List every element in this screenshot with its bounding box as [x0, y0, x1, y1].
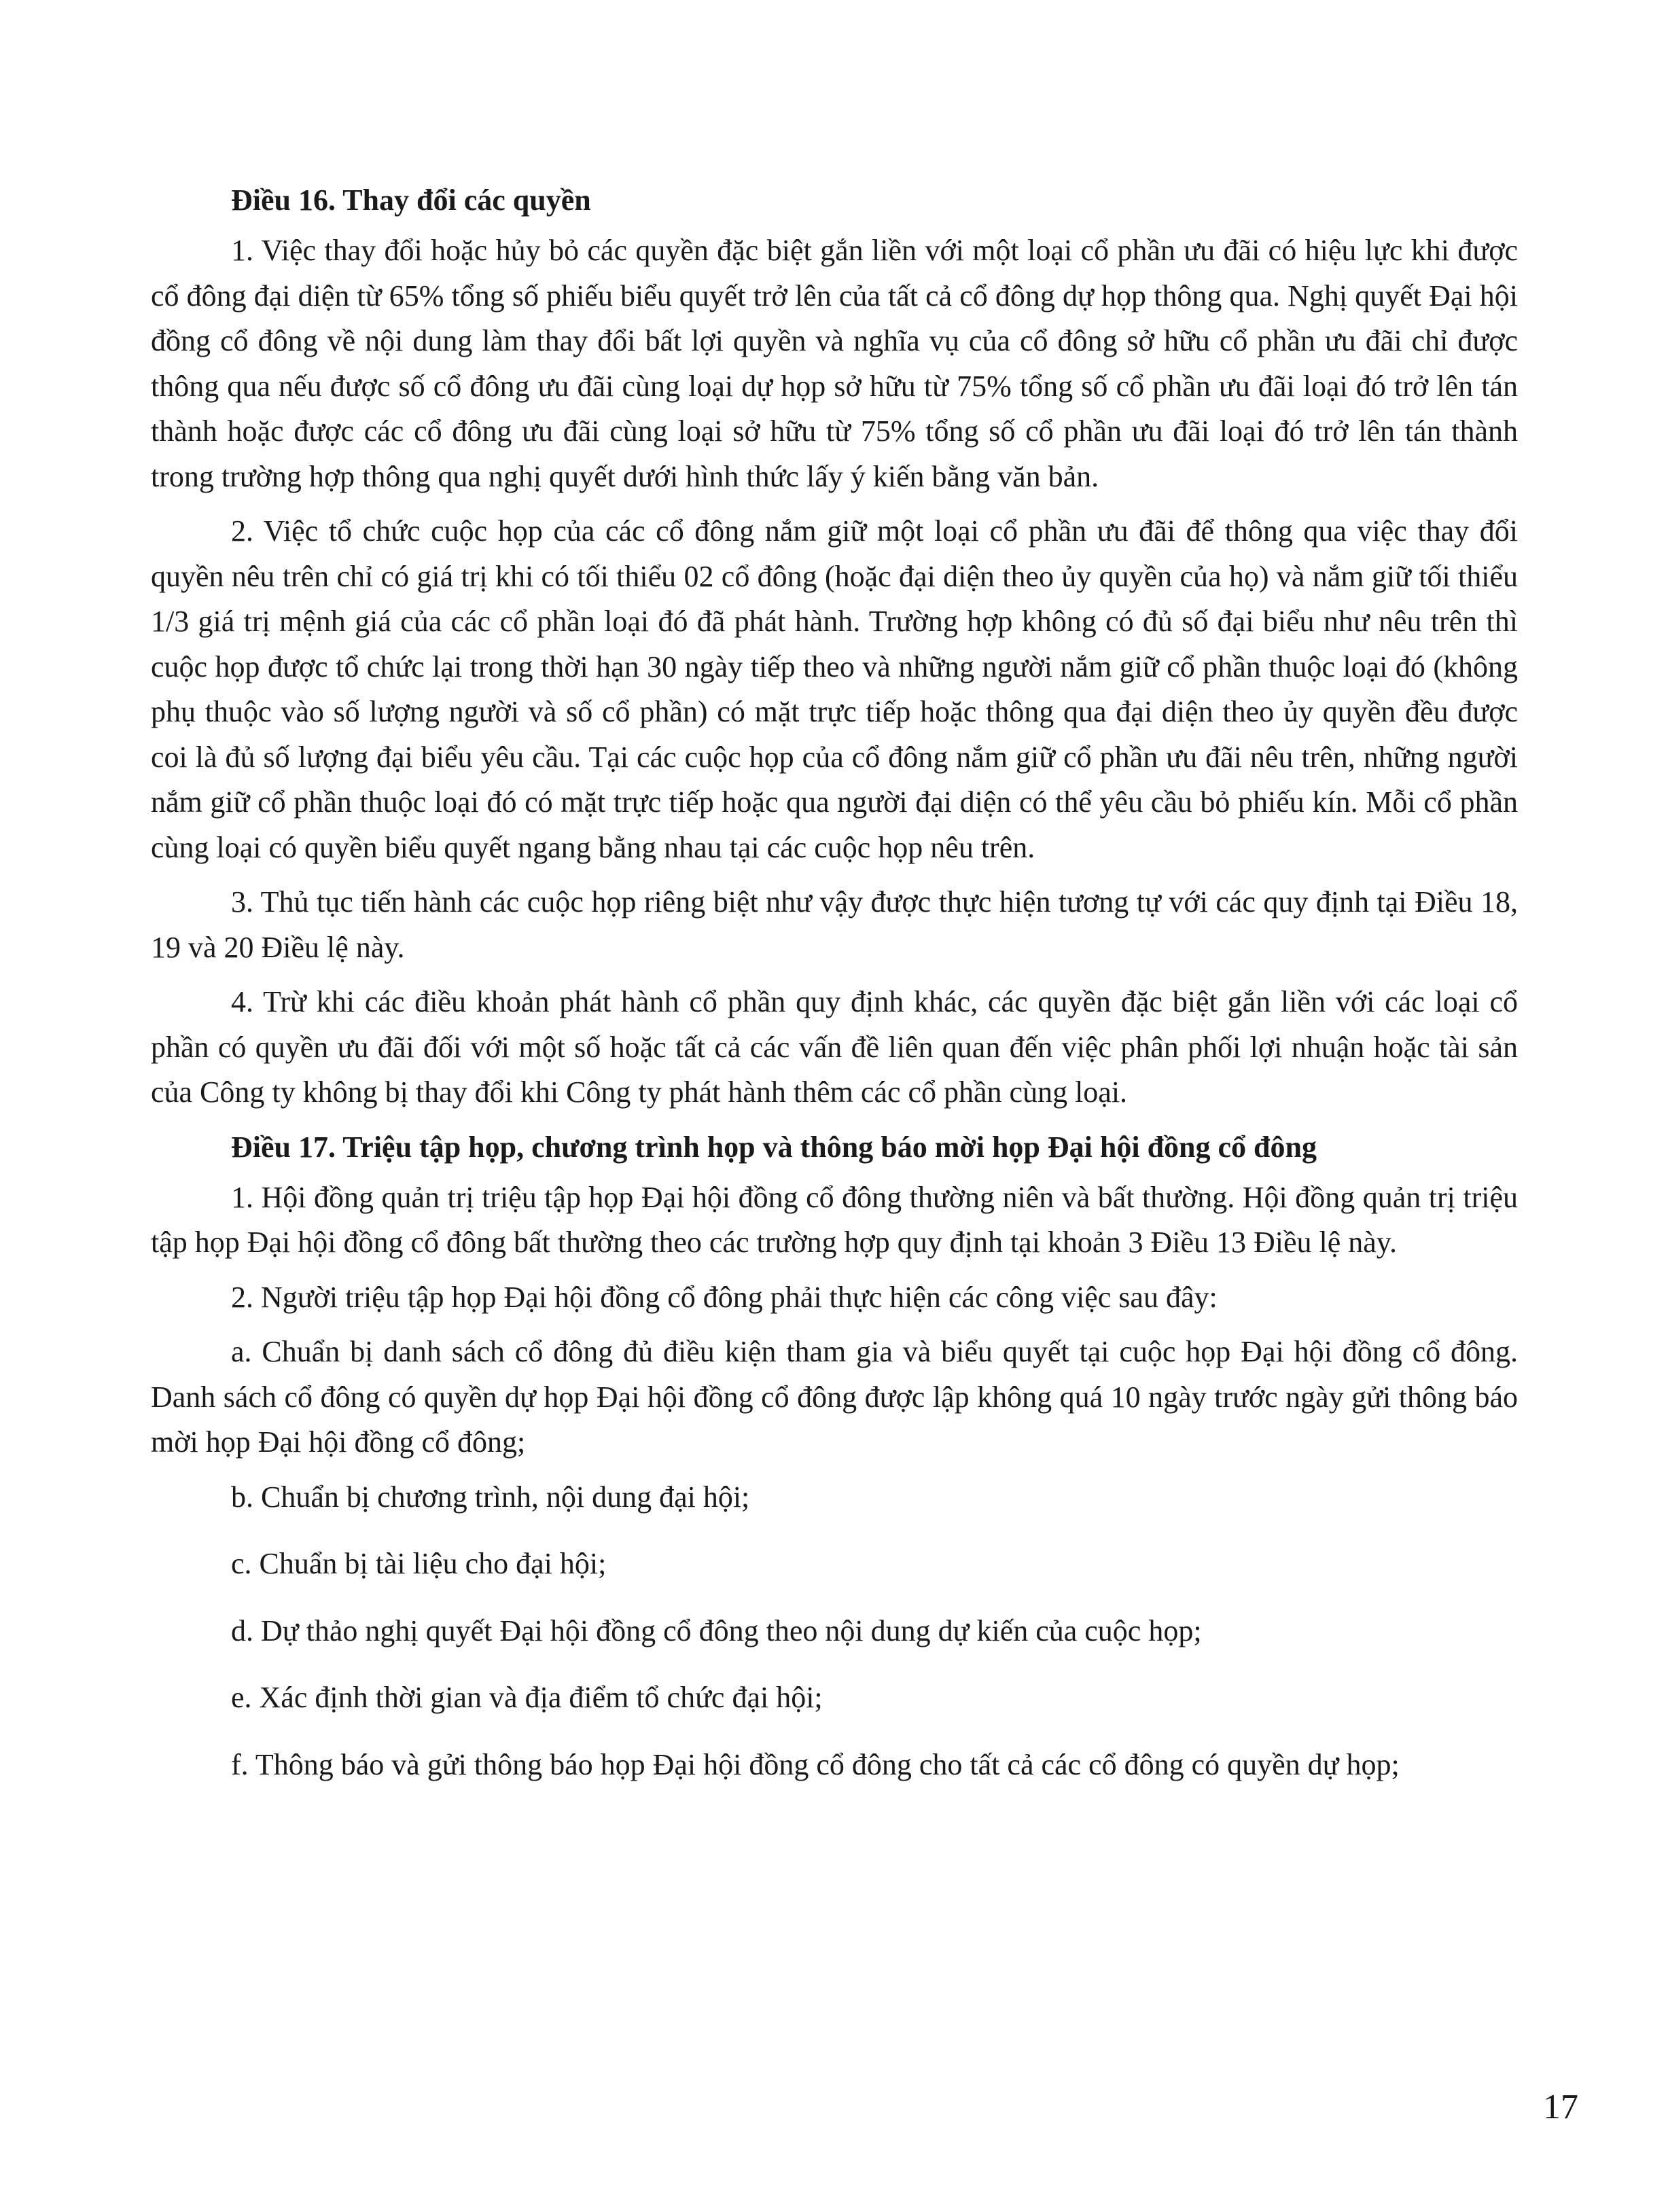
page-number: 17 [1543, 2088, 1578, 2126]
list-item-c: c. Chuẩn bị tài liệu cho đại hội; [231, 1547, 607, 1580]
list-item-e: e. Xác định thời gian và địa điểm tổ chức đại hội; [231, 1681, 823, 1714]
article-16-paragraph-2: 2. Việc tổ chức cuộc họp của các cổ đông nắm giữ một loại cổ phần ưu đãi để thông qua việc thay đổi quyền nêu trên chỉ có giá trị khi có tối thiểu 02 cổ đông (hoặc đại diện theo ủy quyền của họ) và nắm giữ tối thiểu 1/3 giá trị mệnh giá của các cổ phần loại đó đã phát hành. Trường hợp không có đủ số đại biểu như nêu trên thì cuộc họp được tổ chức lại trong thời hạn 30 ngày tiếp theo và những người nắm giữ cổ phần thuộc loại đó (không phụ thuộc vào số lượng người và số cổ phần) có mặt trực tiếp hoặc thông qua đại diện theo ủy quyền đều được coi là đủ số lượng đại biểu yêu cầu. Tại các cuộc họp của cổ đông nắm giữ cổ phần ưu đãi nêu trên, những người nắm giữ cổ phần thuộc loại đó có mặt trực tiếp hoặc qua người đại diện có thể yêu cầu bỏ phiếu kín. Mỗi cổ phần cùng loại có quyền biểu quyết ngang bằng nhau tại các cuộc họp nêu trên. [151, 514, 1518, 864]
article-16-paragraph-3: 3. Thủ tục tiến hành các cuộc họp riêng biệt như vậy được thực hiện tương tự với các quy định tại Điều 18, 19 và 20 Điều lệ này. [151, 885, 1518, 964]
list-item-f: f. Thông báo và gửi thông báo họp Đại hội đồng cổ đông cho tất cả các cổ đông có quyền dự họp; [231, 1747, 1400, 1781]
article-17-paragraph-2: 2. Người triệu tập họp Đại hội đồng cổ đông phải thực hiện các công việc sau đây: [231, 1280, 1218, 1314]
list-item-d: d. Dự thảo nghị quyết Đại hội đồng cổ đông theo nội dung dự kiến của cuộc họp; [231, 1613, 1202, 1647]
list-item-b: b. Chuẩn bị chương trình, nội dung đại hội; [231, 1480, 750, 1514]
article-16-paragraph-1: 1. Việc thay đổi hoặc hủy bỏ các quyền đặc biệt gắn liền với một loại cổ phần ưu đãi có hiệu lực khi được cổ đông đại diện từ 65% tổng số phiếu biểu quyết trở lên của tất cả cổ đông dự họp thông qua. Nghị quyết Đại hội đồng cổ đông về nội dung làm thay đổi bất lợi quyền và nghĩa vụ của cổ đông sở hữu cổ phần ưu đãi chỉ được thông qua nếu được số cổ đông ưu đãi cùng loại dự họp sở hữu từ 75% tổng số cổ phần ưu đãi loại đó trở lên tán thành hoặc được các cổ đông ưu đãi cùng loại sở hữu từ 75% tổng số cổ phần ưu đãi loại đó trở lên tán thành trong trường hợp thông qua nghị quyết dưới hình thức lấy ý kiến bằng văn bản. [151, 234, 1518, 493]
article-16-heading: Điều 16. Thay đổi các quyền [231, 183, 591, 217]
list-item-a: a. Chuẩn bị danh sách cổ đông đủ điều kiện tham gia và biểu quyết tại cuộc họp Đại hội đồng cổ đông. Danh sách cổ đông có quyền dự họp Đại hội đồng cổ đông được lập không quá 10 ngày trước ngày gửi thông báo mời họp Đại hội đồng cổ đông; [151, 1335, 1518, 1459]
article-17-heading: Điều 17. Triệu tập họp, chương trình họp và thông báo mời họp Đại hội đồng cổ đông [231, 1130, 1317, 1164]
article-17-paragraph-1: 1. Hội đồng quản trị triệu tập họp Đại hội đồng cổ đông thường niên và bất thường. Hội đồng quản trị triệu tập họp Đại hội đồng cổ đông bất thường theo các trường hợp quy định tại khoản 3 Điều 13 Điều lệ này. [151, 1180, 1518, 1259]
article-16-paragraph-4: 4. Trừ khi các điều khoản phát hành cổ phần quy định khác, các quyền đặc biệt gắn liền với các loại cổ phần có quyền ưu đãi đối với một số hoặc tất cả các vấn đề liên quan đến việc phân phối lợi nhuận hoặc tài sản của Công ty không bị thay đổi khi Công ty phát hành thêm các cổ phần cùng loại. [151, 985, 1518, 1109]
document-body [151, 178, 1518, 1809]
